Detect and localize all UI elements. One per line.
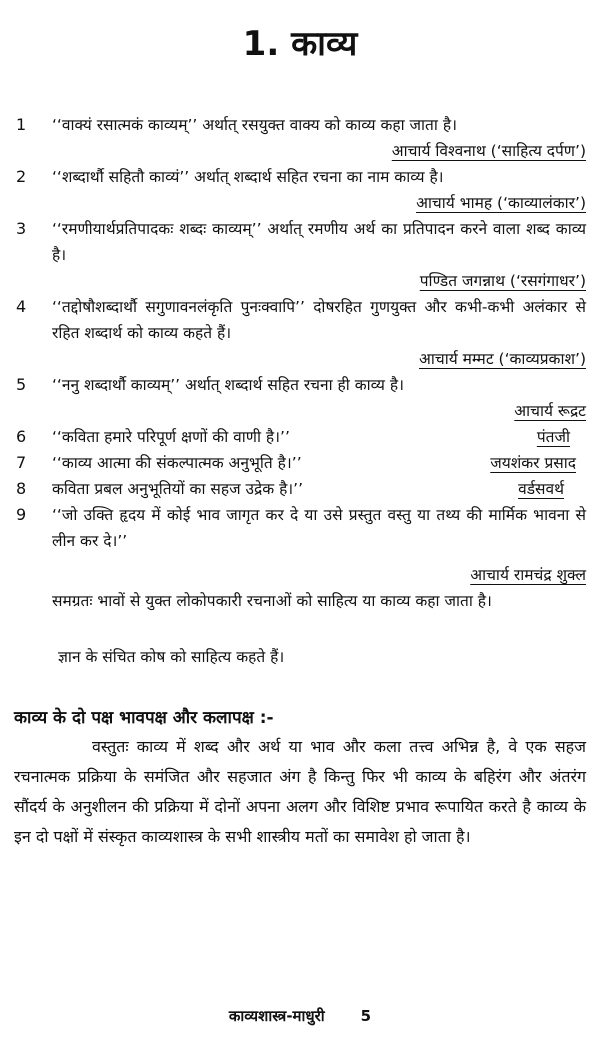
definition-item [0, 476, 600, 502]
definition-number: 7 [16, 453, 27, 472]
definition-item [0, 502, 600, 554]
definition-text: कविता प्रबल अनुभूतियों का सहज उद्रेक है।’’ [52, 480, 304, 498]
definition-author: आचार्य मम्मट (‘काव्यप्रकाश’) [419, 350, 586, 368]
summary-text: समग्रतः भावों से युक्त लोकोपकारी रचनाओं को साहित्य या काव्य कहा जाता है। [52, 592, 492, 610]
wisdom-text: ज्ञान के संचित कोष को साहित्य कहते हैं। [58, 648, 285, 666]
definition-item [0, 216, 600, 268]
definition-text: ‘‘तद्दोषौशब्दार्थौ सगुणावनलंकृति पुनःक्वापि’’ दोषरहित गुणयुक्त और कभी-कभी अलंकार से रहित शब्दार्थ को काव्य कहते हैं। [52, 298, 586, 342]
definition-item [0, 424, 600, 450]
author-line [0, 190, 600, 216]
definition-item [0, 450, 600, 476]
definition-number: 4 [16, 297, 27, 316]
definition-text: ‘‘कविता हमारे परिपूर्ण क्षणों की वाणी है।’’ [52, 428, 290, 446]
page-number: 5 [360, 1007, 372, 1025]
page-footer [0, 1006, 600, 1026]
definition-author: आचार्य रामचंद्र शुक्ल [470, 566, 586, 584]
definition-text: ‘‘वाक्यं रसात्मकं काव्यम्’’ अर्थात् रसयुक्त वाक्य को काव्य कहा जाता है। [52, 116, 457, 134]
chapter-title: 1. काव्य [242, 24, 358, 64]
definition-text: ‘‘रमणीयार्थप्रतिपादकः शब्दः काव्यम्’’ अर्थात् रमणीय अर्थ का प्रतिपादन करने वाला शब्द काव्य है। [52, 220, 586, 264]
section-heading: काव्य के दो पक्ष भावपक्ष और कलापक्ष :- [14, 708, 274, 728]
section-paragraph: वस्तुतः काव्य में शब्द और अर्थ या भाव और कला तत्त्व अभिन्न है, वे एक सहज रचनात्मक प्रक्रिया के समंजित और सहजात अंग है किन्तु फिर भी काव्य के बहिरंग और अंतरंग सौंदर्य के अनुशीलन की प्रक्रिया में दोनों अपना अलग और विशिष्ट प्रभाव रूपायित करते है काव्य के इन दो पक्षों में संस्कृत काव्यशास्त्र के सभी शास्त्रीय मतों का समावेश हो जाता है। [14, 737, 586, 846]
definition-author: पंतजी [536, 428, 570, 446]
definition-number: 5 [16, 375, 27, 394]
definition-item [0, 112, 600, 138]
definition-author: वर्डसवर्थ [518, 480, 564, 498]
definition-number: 3 [16, 219, 27, 238]
definition-number: 8 [16, 479, 27, 498]
definition-number: 9 [16, 505, 27, 524]
author-line [0, 562, 600, 588]
book-title: काव्यशास्त्र-माधुरी [228, 1007, 325, 1025]
definition-number: 2 [16, 167, 27, 186]
definition-text: ‘‘जो उक्ति हृदय में कोई भाव जागृत कर दे या उसे प्रस्तुत वस्तु या तथ्य की मार्मिक भावना से लीन कर दे।’’ [52, 506, 586, 550]
definition-number: 1 [16, 115, 27, 134]
definition-author: आचार्य विश्वनाथ (‘साहित्य दर्पण’) [391, 142, 586, 160]
definition-number: 6 [16, 427, 27, 446]
definition-text: ‘‘काव्य आत्मा की संकल्पात्मक अनुभूति है।’’ [52, 454, 302, 472]
definition-text: ‘‘ननु शब्दार्थौ काव्यम्’’ अर्थात् शब्दार्थ सहित रचना ही काव्य है। [52, 376, 404, 394]
author-line [0, 138, 600, 164]
definition-item [0, 164, 600, 190]
definition-item [0, 372, 600, 398]
author-line [0, 398, 600, 424]
definition-author: आचार्य रूद्रट [514, 402, 586, 420]
definition-text: ‘‘शब्दार्थौ सहितौ काव्यं’’ अर्थात् शब्दार्थ सहित रचना का नाम काव्य है। [52, 168, 444, 186]
content [0, 112, 600, 852]
definition-author: जयशंकर प्रसाद [490, 454, 576, 472]
author-line [0, 268, 600, 294]
definition-author: आचार्य भामह (‘काव्यालंकार’) [416, 194, 586, 212]
definition-author: पण्डित जगन्नाथ (‘रसगंगाधर’) [419, 272, 586, 290]
definition-item [0, 294, 600, 346]
author-line [0, 346, 600, 372]
